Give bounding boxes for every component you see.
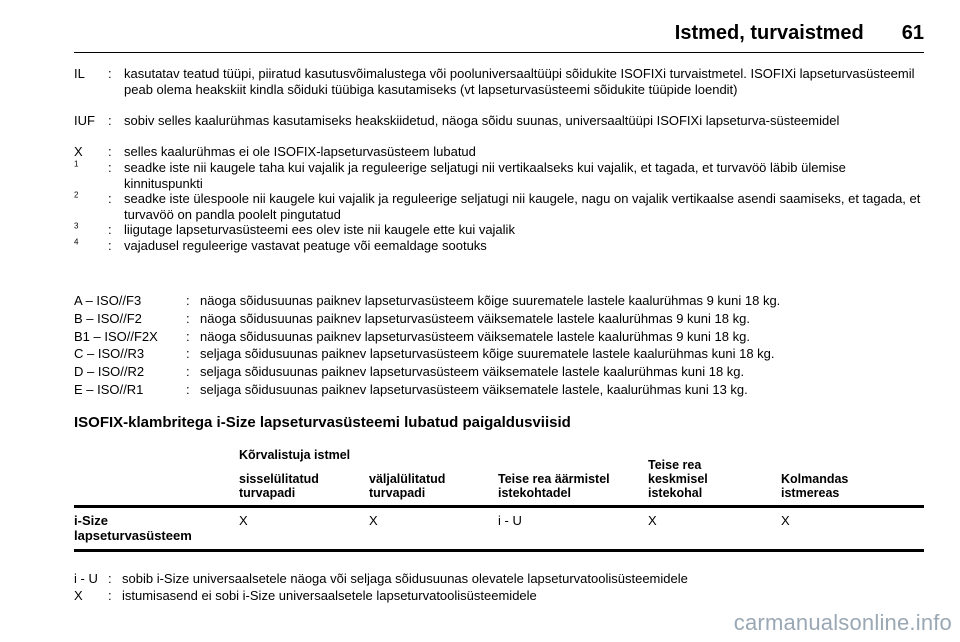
table-cell: X [369,513,378,528]
table-header-rule [74,505,924,508]
legend-row: $^3$ : liigutage lapseturvasüsteemi ees olev iste nii kaugele ette kui vajalik [74,222,924,238]
table-cell: i - U [498,513,522,528]
legend-text: seljaga sõidusuunas paiknev lapseturvasüsteem väiksematele lastele, kaalurühmas kuni 13 kg. [200,381,748,397]
legend-text: seadke iste ülespoole nii kaugele kui vajalik ja reguleerige seljatugi nii kaugele, nagu on vajalik vertikaalse asendi saamiseks, et tagada, et turvavöö on pandla poolelt pingutatud [124,191,921,222]
legend-abbr: B – ISO//F2 [74,310,142,326]
footnote-marker: 3 [74,221,79,231]
legend-text: näoga sõidusuunas paiknev lapseturvasüsteem väiksematele lastele kaalurühmas 9 kuni 18 kg. [200,328,750,344]
legend-row: B – ISO//F2 : näoga sõidusuunas paiknev lapseturvasüsteem väiksematele lastele kaalurühmas 9 kuni 18 kg. [74,311,924,329]
header-rule [74,52,924,53]
legend-text: selles kaalurühmas ei ole ISOFIX-lapseturvasüsteem lubatud [124,144,476,159]
legend-row: D – ISO//R2 : seljaga sõidusuunas paiknev lapseturvasüsteem väiksematele lastele kaalurühmas kuni 18 kg. [74,364,924,382]
legend-text: istumisasend ei sobi i-Size universaalsetele lapseturvatoolisüsteemidele [122,588,537,603]
legend-row: X : selles kaalurühmas ei ole ISOFIX-lapseturvasüsteem lubatud [74,144,924,160]
page-number: 61 [901,22,924,44]
table-header-airbag-off: väljalülitatud turvapadi [369,472,446,500]
legend-abbr: C – ISO//R3 [74,346,145,362]
legend-abbr: IL [74,66,85,81]
footnote-marker: 4 [74,237,79,247]
footnote-marker: 1 [74,159,79,169]
legend-row: C – ISO//R3 : seljaga sõidusuunas paiknev lapseturvasüsteem kõige suurematele lastele kaalurühmas kuni 18 kg. [74,346,924,364]
legend-row: E – ISO//R1 : seljaga sõidusuunas paiknev lapseturvasüsteem väiksematele lastele, kaalurühmas kuni 13 kg. [74,382,924,400]
legend-abbr: X [74,144,83,159]
legend-text: seljaga sõidusuunas paiknev lapseturvasüsteem väiksematele lastele kaalurühmas kuni 18 kg. [200,364,745,380]
legend-text: sobib i-Size universaalsetele näoga või seljaga sõidusuunas olevatele lapseturvatoolisüsteemidele [122,571,688,586]
header-title: Istmed, turvaistmed [674,22,864,44]
table-bottom-rule [74,549,924,552]
table-cell: X [648,513,657,528]
watermark: carmanualsonline.info [733,610,952,635]
legend-text: seadke iste nii kaugele taha kui vajalik ja reguleerige seljatugi nii vertikaalseks kui vajalik, et tagada, et turvavöö läbib ülemise kinnituspunkti [124,160,846,191]
legend-text: vajadusel reguleerige vastavat peatuge või eemaldage sootuks [124,238,487,253]
legend-size-classes [74,293,924,400]
legend-row: A – ISO//F3 : näoga sõidusuunas paiknev lapseturvasüsteem kõige suurematele lastele kaalurühmas 9 kuni 18 kg. [74,293,924,311]
legend-text: sobiv selles kaalurühmas kasutamiseks heakskiidetud, näoga sõidu suunas, universaaltüüpi ISOFIXi lapseturva-süsteemidel [124,113,840,128]
legend-abbr: E – ISO//R1 [74,381,144,397]
table-header-third-row: Kolmandas istmereas [781,472,849,500]
legend-text: näoga sõidusuunas paiknev lapseturvasüsteem kõige suurematele lastele kaalurühmas 9 kuni 18 kg. [200,293,781,308]
legend-row: $^1$ : seadke iste nii kaugele taha kui vajalik ja reguleerige seljatugi nii vertikaalseks kui vajalik, et tagada, et turvavöö läbib ülemise kinnituspunkti [74,160,924,191]
legend-row: B1 – ISO//F2X : näoga sõidusuunas paiknev lapseturvasüsteem väiksematele lastele kaalurühmas 9 kuni 18 kg. [74,329,924,347]
legend-abbr: D – ISO//R2 [74,364,145,380]
legend-abbr: A – ISO//F3 [74,293,142,308]
legend-row: $^2$ : seadke iste ülespoole nii kaugele kui vajalik ja reguleerige seljatugi nii kaugele, nagu on vajalik vertikaalse asendi saamiseks, et tagada, et turvavöö on pandla poolelt pingutatud [74,191,924,222]
table-header-second-row-center: Teise rea keskmisel istekohal [648,458,708,500]
page-header [524,22,924,50]
table-header-second-row-outer: Teise rea äärmistel istekohtadel [498,472,610,500]
legend-abbr: B1 – ISO//F2X [74,328,158,344]
table-header-airbag-on: sisselülitatud turvapadi [239,472,319,500]
legend-row: IL : kasutatav teatud tüüpi, piiratud kasutusvõimalustega või pooluniversaaltüüpi sõidukite ISOFIXi turvaistmetel. ISOFIXi lapseturvasüsteemil peab olema heakskiit kindla sõiduki tüübiga kasutamiseks (vt lapseturvasüsteemi sõidukite tüüpide loendit) [74,66,924,113]
section-title: ISOFIX-klambritega i-Size lapseturvasüsteemi lubatud paigaldusviisid [74,414,571,431]
legend-row: i - U : sobib i-Size universaalsetele näoga või seljaga sõidusuunas olevatele lapseturvatoolisüsteemidele [74,571,924,588]
table-row-label: i-Size lapseturvasüsteem [74,513,192,543]
table-group-header: Kõrvalistuja istmel [239,448,351,462]
legend-abbr: IUF [74,113,95,128]
legend-text: näoga sõidusuunas paiknev lapseturvasüsteem väiksematele lastele kaalurühmas 9 kuni 18 kg. [200,310,750,326]
legend-text: kasutatav teatud tüüpi, piiratud kasutusvõimalustega või pooluniversaaltüüpi sõidukite ISOFIXi turvaistmetel. ISOFIXi lapseturvasüsteemil peab olema heakskiit kindla sõiduki tüübiga kasutamiseks (vt lapseturvasüsteemi sõidukite tüüpide loendit) [124,66,915,97]
legend-row: X : istumisasend ei sobi i-Size universaalsetele lapseturvatoolisüsteemidele [74,588,924,605]
legend-abbr: X [74,588,83,603]
legend-row: $^4$ : vajadusel reguleerige vastavat peatuge või eemaldage sootuks [74,238,924,254]
legend-isofix-codes [74,66,924,254]
table-cell: X [239,513,248,528]
legend-i-size [74,571,924,605]
legend-row: IUF : sobiv selles kaalurühmas kasutamiseks heakskiidetud, näoga sõidu suunas, universaaltüüpi ISOFIXi lapseturva-süsteemidel [74,113,924,144]
table-cell: X [781,513,790,528]
footnote-marker: 2 [74,190,79,200]
legend-abbr: i - U [74,571,98,586]
legend-text: liigutage lapseturvasüsteemi ees olev iste nii kaugele ette kui vajalik [124,222,515,237]
legend-text: seljaga sõidusuunas paiknev lapseturvasüsteem kõige suurematele lastele kaalurühmas kuni 18 kg. [200,346,775,362]
